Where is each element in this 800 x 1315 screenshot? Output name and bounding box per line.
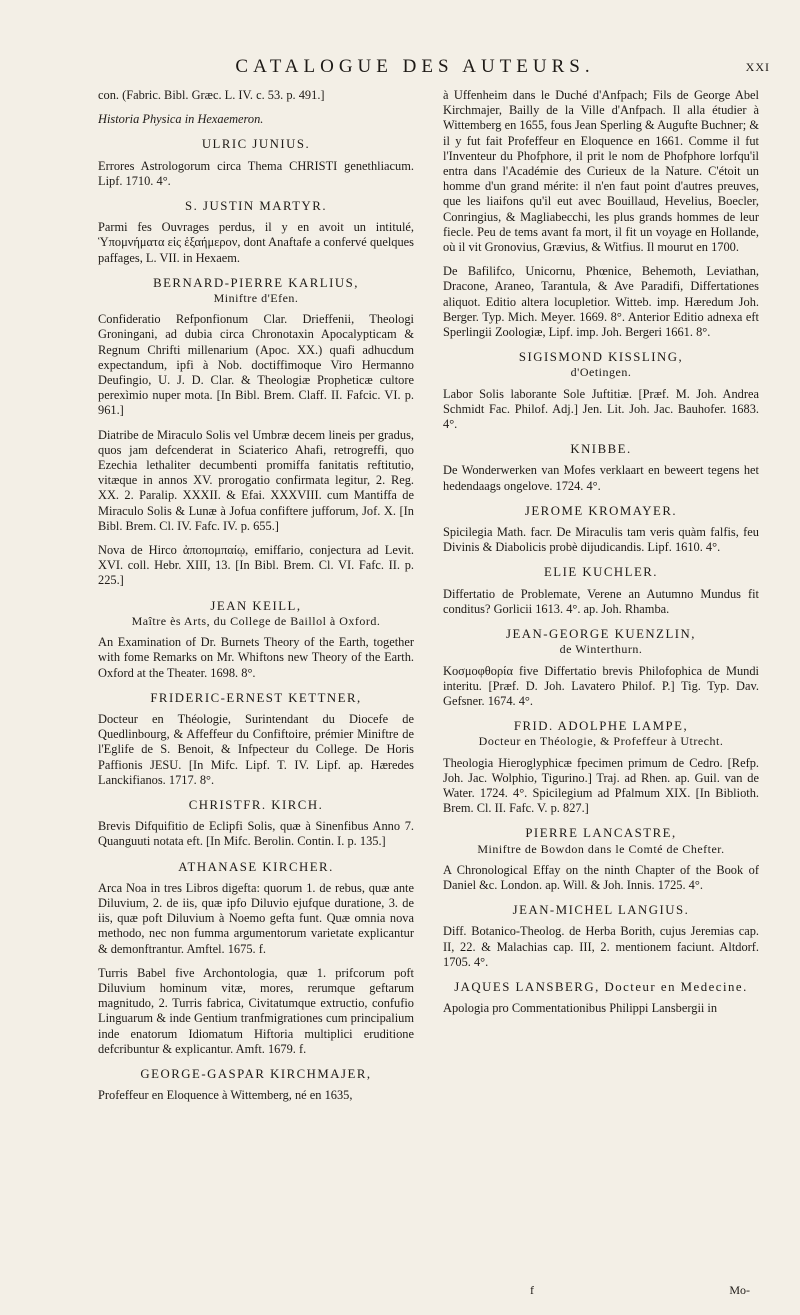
author-heading — [98, 276, 414, 306]
signature-mark: f — [530, 1283, 534, 1297]
entry-text: Spicilegia Math. facr. De Miraculis tam veris quàm falfis, feu Divinis & Diabolicis probè dijudicandis. Lipf. 1610. 4°. — [443, 525, 759, 555]
author-name: SIGISMOND KISSLING, — [518, 350, 684, 365]
page-footer — [60, 1283, 750, 1299]
page-number: XXI — [745, 60, 770, 74]
entry-text: Confideratio Refponfionum Clar. Drieffenii, Theologi Groningani, ad dubia circa Chronotaxin Apocalypticam & Regnum Chrifti millenarium (Apoc. XX.) quafi adhucdum expectandum, ipfi à Nob. doctiffimoque Viro Hermanno Deufingio, U. J. D. Clar. & Theologiæ Propheticæ cultore perexìmio nuper mota. [In Bibl. Brem. Claff. II. Fafcic. VI. p. 961.] — [98, 312, 414, 418]
entry-text: Κοσμοφθορία five Differtatio brevis Philofophica de Mundi interitu. [Præf. D. Joh. Lavatero Philof. P.] Tig. Typ. Dav. Gefsner. 1674. 4°. — [443, 663, 759, 708]
author-name: S. JUSTIN MARTYR. — [184, 199, 328, 214]
entry-text: Turris Babel five Archontologia, quæ 1. prifcorum poft Diluvium hominum vitæ, mores, rerumque geftarum magnitudo, 2. Turris fabrica, Civitatumque extructio, confufio Linguarum & inde Gentium tranfmigrationes cum principalium inde enatorum Idiomatum Hiftoria multiplici eruditione defcribuntur & explicantur. Amft. 1679. f. — [98, 965, 414, 1056]
author-name: ATHANASE KIRCHER. — [178, 859, 334, 874]
author-description: de Winterthurn. — [559, 642, 643, 657]
entry-text: Diff. Botanico-Theolog. de Herba Borith, cujus Jeremias cap. II, 22. & Malachias cap. III, 2. mentionem faciunt. Altdorf. 1705. 4°. — [443, 924, 759, 969]
entry-text: Arca Noa in tres Libros digefta: quorum 1. de rebus, quæ ante Diluvium, 2. de iis, quæ ipfo Diluvio ejufque duratione, 3. de iis, quæ poft Diluvium à Noemo gefta funt. Quæ omnia nova methodo, nec non fumma argumentorum varietate explicantur & demonftrantur. Amftel. 1675. f. — [98, 880, 414, 956]
author-heading — [98, 691, 414, 706]
entry-text: Brevis Difquifitio de Eclipfi Solis, quæ à Sinenfibus Anno 7. Quanguuti notata eft. [In Mifc. Berolin. Contin. I. p. 135.] — [98, 819, 414, 849]
author-heading — [443, 980, 759, 995]
entry-text: Nova de Hirco ἀποπομπαίῳ, emiffario, conjectura ad Levit. XVI. coll. Hebr. XIII, 13. [In Bibl. Brem. Cl. VI. Fafc. II. p. 225.] — [98, 543, 414, 588]
author-name: FRIDERIC-ERNEST KETTNER, — [150, 690, 362, 705]
author-name: JEAN KEILL, — [210, 598, 302, 613]
author-heading — [98, 599, 414, 629]
author-heading — [443, 442, 759, 457]
author-description: Miniftre d'Efen. — [213, 291, 299, 306]
entry-text: Apologia pro Commentationibus Philippi Lansbergii in — [443, 1001, 718, 1016]
right-column — [443, 88, 759, 1228]
entry-text: Historia Physica in Hexaemeron. — [98, 112, 264, 127]
author-name: GEORGE-GASPAR KIRCHMAJER, — [140, 1066, 372, 1081]
entry-text: Parmi fes Ouvrages perdus, il y en avoit un intitulé, Ὑπομνήματα εἰς ἑξαήμερον, dont Anaftafe a confervé quelques paffages, L. VII. in Hexaem. — [98, 220, 414, 265]
author-name: ULRIC JUNIUS. — [201, 137, 311, 152]
catchword: Mo- — [729, 1283, 750, 1297]
author-name: BERNARD-PIERRE KARLIUS, — [153, 275, 359, 290]
left-column — [98, 88, 414, 1228]
running-header — [60, 56, 770, 82]
author-name: KNIBBE. — [570, 442, 632, 457]
author-name: JEAN-GEORGE KUENZLIN, — [505, 627, 696, 642]
author-heading — [443, 350, 759, 380]
author-name: PIERRE LANCASTRE, — [525, 826, 677, 841]
author-name: ELIE KUCHLER. — [543, 565, 659, 580]
author-description: Miniftre de Bowdon dans le Comté de Chefter. — [477, 841, 725, 856]
author-heading — [98, 798, 414, 813]
author-heading — [98, 1067, 414, 1082]
author-description: Maître ès Arts, du College de Baillol à Oxford. — [131, 613, 381, 628]
entry-text: Errores Astrologorum circa Thema CHRISTI genethliacum. Lipf. 1710. 4°. — [98, 158, 414, 188]
author-heading — [98, 199, 414, 214]
entry-text: De Wonderwerken van Mofes verklaart en beweert tegens het hedendaags ongelove. 1724. 4°. — [443, 463, 759, 493]
author-heading — [98, 137, 414, 152]
author-description: d'Oetingen. — [570, 365, 632, 380]
author-name: FRID. ADOLPHE LAMPE, — [513, 719, 689, 734]
author-heading — [443, 504, 759, 519]
entry-text: Labor Solis laborante Sole Juftitiæ. [Præf. M. Joh. Andrea Schmidt Fac. Philof. Adj.] Jen. Lit. Joh. Jac. Bauhofer. 1683. 4°. — [443, 386, 759, 432]
author-heading — [443, 565, 759, 580]
author-heading — [98, 860, 414, 875]
author-heading — [443, 903, 759, 918]
author-heading — [443, 719, 759, 749]
author-name: JEAN-MICHEL LANGIUS. — [512, 903, 690, 918]
entry-text: Profeffeur en Eloquence à Wittemberg, né en 1635, — [98, 1088, 353, 1103]
running-title: CATALOGUE DES AUTEURS. — [235, 56, 595, 77]
entry-text: Theologia Hieroglyphicæ fpecimen primum de Cedro. [Refp. Joh. Jac. Wolphio, Tigurino.] Traj. ad Rhen. ap. Guil. van de Water. 1724. 4°. Spicilegium ad Pfalmum XIX. [In Biblioth. Brem. Cl. II. Fafc. V. p. 827.] — [443, 755, 759, 816]
entry-text: Differtatio de Problemate, Verene an Autumno Mundus fit conditus? Gorlicii 1613. 4°. ap. Joh. Rhamba. — [443, 586, 759, 616]
entry-text: à Uffenheim dans le Duché d'Anfpach; Fils de George Abel Kirchmajer, Bailly de la Ville d'Anfpach. Il alla étudier à Wittemberg en 1655, fous Jean Sperling & Augufte Buchner; & il y fut fait Profeffeur en Eloquence en 1661. Comme il fut l'Inventeur du Phofphore, il prit le nom de Phofphore lorfqu'il entra dans l'Académie des Curieux de la Nature. C'étoit un homme d'un grand mérite: il n'en faut point d'autres preuves, que les liaifons qu'il eut avec Bouillaud, Hevelius, Boecler, Conringius, & Magliabecchi, les plus grands hommes de leur fiecle. Peu de tems avant fa mort, il fit un voyage en Hollande, où il vit Gronovius, Grævius, & Witfius. Il mourut en 1700. — [443, 88, 759, 255]
author-name: CHRISTFR. KIRCH. — [188, 797, 324, 812]
author-description: Docteur en Théologie, & Profeffeur à Utrecht. — [478, 734, 724, 749]
entry-text: con. (Fabric. Bibl. Græc. L. IV. c. 53. p. 491.] — [98, 88, 325, 102]
author-name: JAQUES LANSBERG, Docteur en Medecine. — [454, 979, 748, 994]
entry-text: A Chronological Effay on the ninth Chapter of the Book of Daniel &c. London. ap. Will. & Joh. Innis. 1725. 4°. — [443, 862, 759, 892]
author-heading — [443, 627, 759, 657]
author-heading — [443, 826, 759, 856]
author-name: JEROME KROMAYER. — [524, 503, 678, 518]
entry-text: Docteur en Théologie, Surintendant du Diocefe de Quedlinbourg, & Affeffeur du Confiftoire, prémier Miniftre de l'Eglife de S. Benoit, & Infpecteur du College. De Horis Paffionis JESU. [In Mifc. Lipf. T. IV. Lipf. ap. Hæredes Lanckifianos. 1717. 8°. — [98, 711, 414, 787]
entry-text: De Bafilifco, Unicornu, Phœnice, Behemoth, Leviathan, Dracone, Araneo, Tarantula, & Ave Paradifi, Differtationes aliquot. Editio altera locupletior. Witteb. imp. Hæredum Joh. Berger. Typ. Mich. Meyer. 1669. 8°. Anterior Editio adnexa eft Sperlingii Zoologiæ, Lipf. imp. Joh. Bergeri 1661. 8°. — [443, 264, 759, 340]
entry-text: Diatribe de Miraculo Solis vel Umbræ decem lineis per gradus, quos jam defcenderat in Sciaterico Ahafi, retrogreffi, quo Ezechia lethaliter decumbenti promiffa fanitatis reftitutio, vitæque in annos XV. prorogatio confirmata legitur, 2. Reg. XX. 2. Paralip. XXXII. & Efai. XXXVIII. cum Mantiffa de Miraculo Solis & Lunæ à Jofua confiftere jufforum, Jof. X. [In Bibl. Brem. Cl. IV. Fafc. IV. p. 655.] — [98, 427, 414, 533]
entry-text: An Examination of Dr. Burnets Theory of the Earth, together with fome Remarks on Mr. Whiftons new Theory of the Earth. Oxford at the Theater. 1698. 8°. — [98, 635, 414, 680]
